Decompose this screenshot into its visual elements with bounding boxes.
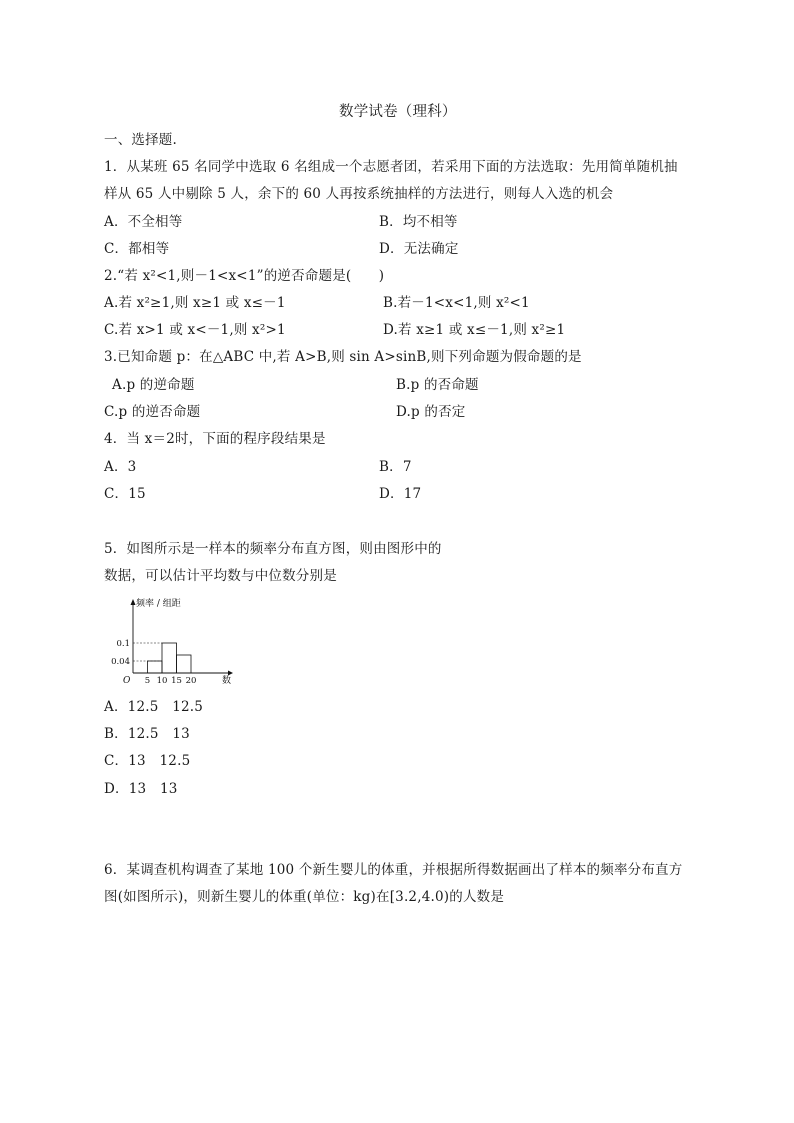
q1-option-b: B．均不相等 [379, 214, 458, 230]
x-tick-label: 20 [185, 676, 197, 686]
q4-stem: 4．当 x＝2时，下面的程序段结果是 [104, 431, 326, 447]
q5-stem-line2: 数据，可以估计平均数与中位数分别是 [104, 568, 337, 584]
q2-option-b: B.若－1<x<1,则 x²<1 [383, 295, 530, 311]
y-axis-label: 频率 / 组距 [136, 599, 181, 609]
frequency-histogram [104, 595, 238, 691]
q3-stem: 3.已知命题 p：在△ABC 中,若 A>B,则 sin A>sinB,则下列命题为假命题的是 [104, 349, 582, 365]
origin-label: O [123, 676, 131, 686]
q1-option-d: D．无法确定 [379, 241, 459, 257]
y-axis-arrow [131, 599, 136, 605]
q5-option-c: C．13 12.5 [104, 753, 191, 769]
y-tick-label: 0.1 [116, 639, 130, 649]
page-title: 数学试卷（理科） [339, 104, 457, 120]
q1-stem-line2: 样从 65 人中剔除 5 人，余下的 60 人再按系统抽样的方法进行，则每人入选的机会 [104, 186, 614, 202]
q1-stem-line1: 1．从某班 65 名同学中选取 6 名组成一个志愿者团，若采用下面的方法选取：先用简单随机抽 [104, 159, 678, 175]
q5-option-b: B．12.5 13 [104, 726, 190, 742]
section-heading: 一、选择题. [104, 132, 177, 148]
q6-stem-line1: 6．某调查机构调查了某地 100 个新生婴儿的体重，并根据所得数据画出了样本的频率分布直方 [104, 862, 683, 878]
q3-option-d: D.p 的否定 [396, 404, 466, 420]
q5-option-a: A．12.5 12.5 [104, 699, 204, 715]
y-tick-label: 0.04 [111, 657, 130, 667]
q1-option-a: A．不全相等 [104, 214, 183, 230]
x-tick-label: 5 [144, 676, 151, 686]
x-tick-label: 15 [171, 676, 182, 686]
q6-stem-line2: 图(如图所示)，则新生婴儿的体重(单位：kg)在[3.2,4.0)的人数是 [104, 889, 505, 905]
q5-option-d: D．13 13 [104, 781, 178, 797]
q3-option-b: B.p 的否命题 [396, 377, 479, 393]
q2-stem: 2.“若 x²<1,则－1<x<1”的逆否命题是( ) [104, 268, 385, 284]
q5-stem-line1: 5．如图所示是一样本的频率分布直方图，则由图形中的 [104, 541, 442, 557]
histogram-bar [148, 661, 163, 673]
q4-option-d: D．17 [379, 486, 422, 502]
q2-option-a: A.若 x²≥1,则 x≥1 或 x≤－1 [104, 295, 286, 311]
q3-option-c: C.p 的逆否命题 [104, 404, 201, 420]
q3-option-a: A.p 的逆命题 [112, 377, 195, 393]
q4-option-b: B．7 [379, 459, 412, 475]
q4-option-a: A．3 [104, 459, 137, 475]
histogram-bar [162, 643, 177, 673]
q2-option-c: C.若 x>1 或 x<－1,则 x²>1 [104, 322, 286, 338]
q4-option-c: C．15 [104, 486, 146, 502]
histogram-bar [177, 655, 192, 673]
x-tick-label: 10 [156, 676, 168, 686]
q2-option-d: D.若 x≥1 或 x≤－1,则 x²≥1 [383, 322, 566, 338]
x-axis-label: 数 [222, 676, 232, 686]
q1-option-c: C．都相等 [104, 241, 170, 257]
x-axis-arrow [228, 671, 233, 676]
